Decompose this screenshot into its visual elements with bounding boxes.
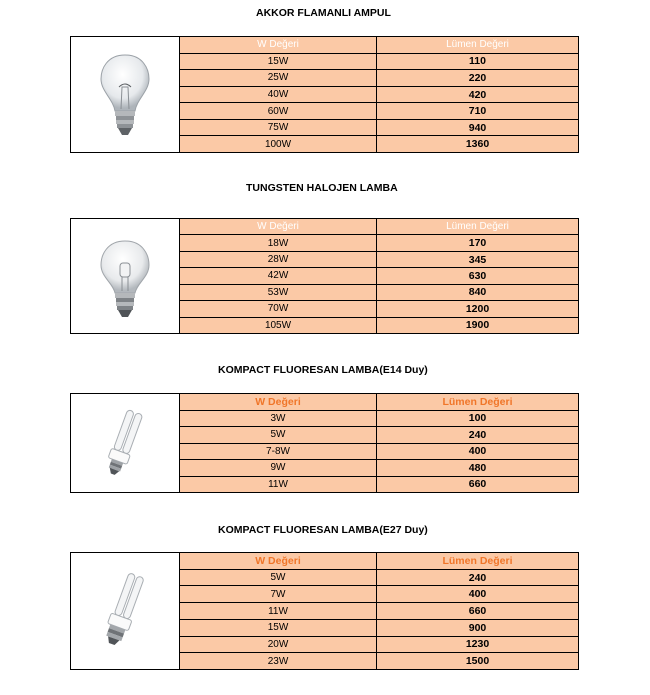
lumen-table-body: [180, 394, 578, 492]
lumen-cell: 1230: [465, 638, 490, 651]
w-cell: 60W: [180, 103, 377, 119]
lumen-cell: 1500: [465, 655, 490, 668]
w-cell: 5W: [180, 570, 377, 586]
w-cell: 15W: [180, 620, 377, 636]
w-cell: 53W: [180, 285, 377, 300]
lumen-cell: 1360: [465, 138, 490, 151]
halogen-bulb-icon: [93, 237, 153, 325]
table-row: [180, 653, 578, 669]
header-w: W Değeri: [180, 394, 377, 410]
header-w: W Değeri: [180, 553, 377, 569]
header-w: W Değeri: [180, 37, 377, 53]
w-cell: 25W: [180, 70, 377, 86]
w-cell: 28W: [180, 252, 377, 267]
header-lumen: Lümen Değeri: [442, 554, 513, 567]
w-cell: 42W: [180, 268, 377, 283]
w-cell: 75W: [180, 120, 377, 136]
cfl-e27-bulb-icon: [93, 567, 153, 659]
table-row: [180, 268, 578, 284]
table-row: [180, 301, 578, 317]
table-row: [180, 603, 578, 620]
header-lumen: Lümen Değeri: [446, 39, 509, 51]
lumen-cell: 420: [468, 88, 487, 101]
w-cell: 11W: [180, 603, 377, 619]
w-cell: 18W: [180, 235, 377, 250]
lumen-cell: 170: [468, 237, 487, 250]
table-row: [180, 637, 578, 654]
w-cell: 70W: [180, 301, 377, 316]
table-row: [180, 70, 578, 87]
table-row: [180, 235, 578, 251]
w-cell: 15W: [180, 54, 377, 70]
lumen-table-incandescent: [70, 36, 579, 153]
lumen-cell: 1900: [465, 319, 490, 332]
table-row: [180, 54, 578, 71]
table-row: [180, 444, 578, 461]
header-w: W Değeri: [180, 219, 377, 234]
lumen-table-body: [180, 219, 578, 333]
lumen-cell: 345: [468, 253, 487, 266]
table-row: [180, 586, 578, 603]
w-cell: 7-8W: [180, 444, 377, 460]
table-header-row: [180, 37, 578, 54]
header-lumen: Lümen Değeri: [442, 395, 513, 408]
w-cell: 100W: [180, 136, 377, 152]
lumen-table-cfl-e27: [70, 552, 579, 670]
w-cell: 20W: [180, 637, 377, 653]
lumen-cell: 240: [468, 428, 487, 441]
table-row: [180, 427, 578, 444]
cfl-e14-bulb-icon: [93, 404, 153, 488]
w-cell: 5W: [180, 427, 377, 443]
lumen-cell: 630: [468, 269, 487, 282]
lamp-image-cell: [71, 394, 180, 492]
lumen-cell: 900: [468, 621, 487, 634]
lumen-table-body: [180, 553, 578, 669]
w-cell: 105W: [180, 318, 377, 333]
table-header-row: [180, 394, 578, 411]
table-row: [180, 136, 578, 152]
w-cell: 7W: [180, 586, 377, 602]
w-cell: 23W: [180, 653, 377, 669]
w-cell: 9W: [180, 460, 377, 476]
table-row: [180, 570, 578, 587]
w-cell: 40W: [180, 87, 377, 103]
table-row: [180, 103, 578, 120]
lumen-cell: 480: [468, 461, 487, 474]
lumen-cell: 400: [468, 445, 487, 458]
header-lumen: Lümen Değeri: [446, 221, 509, 233]
lamp-image-cell: [71, 37, 180, 152]
table-row: [180, 252, 578, 268]
table-row: [180, 460, 578, 477]
lumen-cell: 100: [468, 412, 487, 425]
lumen-cell: 1200: [465, 302, 490, 315]
section-title-halogen: TUNGSTEN HALOJEN LAMBA: [246, 182, 398, 194]
lumen-cell: 660: [468, 478, 487, 491]
section-title-cfl-e14: KOMPACT FLUORESAN LAMBA(E14 Duy): [218, 364, 428, 376]
incandescent-bulb-icon: [95, 51, 155, 141]
table-header-row: [180, 553, 578, 570]
table-row: [180, 620, 578, 637]
section-title-cfl-e27: KOMPACT FLUORESAN LAMBA(E27 Duy): [218, 524, 428, 536]
lumen-cell: 110: [469, 55, 486, 68]
lumen-cell: 400: [468, 588, 487, 601]
table-row: [180, 87, 578, 104]
lamp-image-cell: [71, 219, 180, 333]
table-row: [180, 285, 578, 301]
table-header-row: [180, 219, 578, 235]
lumen-table-cfl-e14: [70, 393, 579, 493]
lumen-cell: 710: [468, 105, 487, 118]
section-title-incandescent: AKKOR FLAMANLI AMPUL: [256, 7, 391, 19]
lumen-table-body: [180, 37, 578, 152]
table-row: [180, 120, 578, 137]
table-row: [180, 477, 578, 493]
w-cell: 11W: [180, 477, 377, 493]
lumen-cell: 240: [468, 571, 487, 584]
lumen-cell: 840: [468, 286, 487, 299]
table-row: [180, 318, 578, 333]
lamp-image-cell: [71, 553, 180, 669]
lumen-table-halogen: [70, 218, 579, 334]
lumen-cell: 220: [468, 71, 487, 84]
lumen-cell: 660: [468, 605, 487, 618]
lumen-cell: 940: [468, 121, 487, 134]
table-row: [180, 411, 578, 428]
w-cell: 3W: [180, 411, 377, 427]
